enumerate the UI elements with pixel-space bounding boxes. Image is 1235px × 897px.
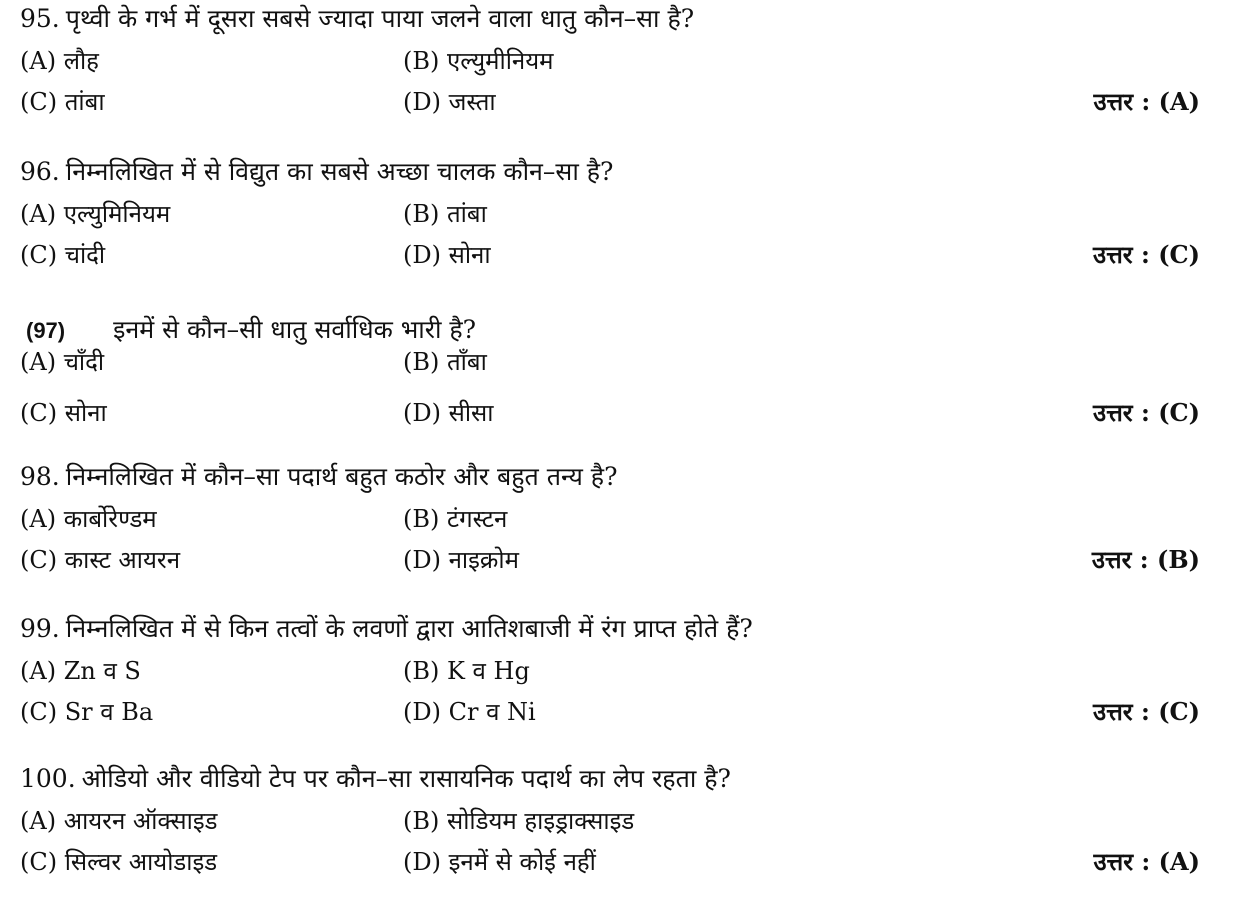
- option-a: (A) आयरन ऑक्साइड: [20, 807, 218, 835]
- option-b: (B) ताँबा: [403, 348, 487, 376]
- option-b: (B) सोडियम हाइड्राक्साइड: [403, 807, 635, 835]
- question-95: [20, 2, 1215, 137]
- option-c: (C) Sr व Ba: [20, 698, 154, 726]
- question-99: [20, 612, 1215, 747]
- answer: [1094, 85, 1200, 119]
- option-d: (D) सीसा: [403, 399, 494, 427]
- option-b: (B) टंगस्टन: [403, 505, 508, 533]
- answer-label: उत्तर :: [1093, 847, 1151, 876]
- question-text-line: [20, 155, 613, 189]
- option-d: (D) इनमें से कोई नहीं: [403, 848, 596, 876]
- question-text: इनमें से कौन–सी धातु सर्वाधिक भारी है?: [113, 315, 477, 344]
- question-98: [20, 460, 1215, 595]
- answer-value: (C): [1158, 240, 1200, 269]
- option-c: (C) कास्ट आयरन: [20, 546, 181, 574]
- question-number: 98.: [20, 462, 60, 491]
- answer-value: (B): [1157, 545, 1200, 574]
- answer-label: उत्तर :: [1093, 697, 1150, 726]
- question-number: 99.: [20, 614, 60, 643]
- question-text-line: [20, 2, 694, 36]
- option-b: (B) K व Hg: [403, 657, 530, 685]
- answer-value: (A): [1158, 87, 1200, 116]
- question-text: निम्नलिखित में से विद्युत का सबसे अच्छा चालक कौन–सा है?: [65, 157, 614, 186]
- option-b: (B) एल्युमीनियम: [403, 47, 554, 75]
- question-text-line: [20, 313, 476, 348]
- answer-value: (A): [1158, 847, 1200, 876]
- question-96: [20, 155, 1215, 290]
- option-d: (D) नाइक्रोम: [403, 546, 519, 574]
- option-c: (C) तांबा: [20, 88, 105, 116]
- question-text: पृथ्वी के गर्भ में दूसरा सबसे ज्यादा पाया जलने वाला धातु कौन–सा है?: [65, 4, 695, 33]
- question-text: ओडियो और वीडियो टेप पर कौन–सा रासायनिक पदार्थ का लेप रहता है?: [81, 764, 731, 793]
- question-number: (97): [26, 318, 66, 343]
- option-a: (A) कार्बोरेण्डम: [20, 505, 157, 533]
- option-c: (C) सिल्वर आयोडाइड: [20, 848, 218, 876]
- answer: [1092, 543, 1200, 577]
- question-97: [20, 313, 1215, 448]
- option-d: (D) सोना: [403, 241, 491, 269]
- question-text: निम्नलिखित में से किन तत्वों के लवणों द्वारा आतिशबाजी में रंग प्राप्त होते हैं?: [65, 614, 753, 643]
- answer: [1093, 396, 1200, 430]
- question-100: [20, 762, 1215, 897]
- answer-label: उत्तर :: [1093, 87, 1151, 116]
- option-a: (A) लौह: [20, 47, 99, 75]
- option-d: (D) जस्ता: [403, 88, 496, 116]
- option-a: (A) चाँदी: [20, 348, 105, 376]
- answer-label: उत्तर :: [1091, 545, 1149, 574]
- answer-value: (C): [1158, 697, 1200, 726]
- option-c: (C) चांदी: [20, 241, 106, 269]
- question-number: 100.: [20, 764, 76, 793]
- answer-label: उत्तर :: [1093, 398, 1150, 427]
- answer-value: (C): [1158, 398, 1200, 427]
- option-a: (A) एल्युमिनियम: [20, 200, 171, 228]
- question-text-line: [20, 612, 753, 646]
- question-number: 96.: [20, 157, 60, 186]
- answer: [1093, 695, 1200, 729]
- answer: [1094, 845, 1200, 879]
- answer: [1093, 238, 1200, 272]
- option-c: (C) सोना: [20, 399, 107, 427]
- question-text: निम्नलिखित में कौन–सा पदार्थ बहुत कठोर और बहुत तन्य है?: [65, 462, 618, 491]
- answer-label: उत्तर :: [1093, 240, 1150, 269]
- option-a: (A) Zn व S: [20, 657, 141, 685]
- question-text-line: [20, 762, 731, 796]
- question-text-line: [20, 460, 617, 494]
- option-d: (D) Cr व Ni: [403, 698, 536, 726]
- question-number: 95.: [20, 4, 60, 33]
- option-b: (B) तांबा: [403, 200, 487, 228]
